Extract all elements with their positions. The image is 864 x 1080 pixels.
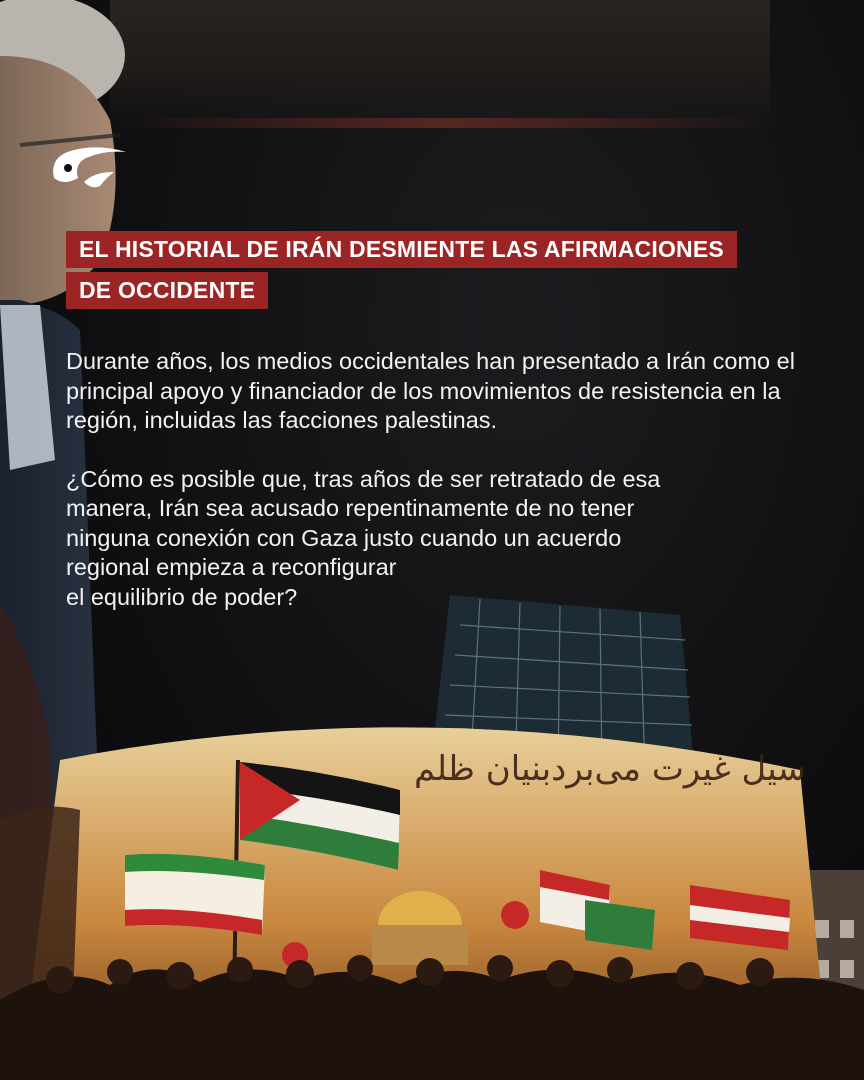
paragraph-2-line: ¿Cómo es posible que, tras años de ser retratado de esa [66, 465, 661, 492]
background-stripe [120, 118, 770, 128]
mural-scene [0, 700, 864, 1080]
headline [66, 231, 737, 309]
background-wall [110, 0, 770, 130]
body-text [66, 347, 806, 612]
al-mayadeen-logo-icon [44, 138, 132, 196]
paragraph-1: Durante años, los medios occidentales han presentado a Irán como el principal apoyo y financiador de los movimientos de resistencia en la región, incluidas las facciones palestinas. [66, 348, 795, 433]
headline-line-1: EL HISTORIAL DE IRÁN DESMIENTE LAS AFIRMACIONES [66, 231, 737, 268]
iran-flag [125, 854, 265, 935]
paragraph-2-line: el equilibrio de poder? [66, 583, 298, 610]
paragraph-2-line: manera, Irán sea acusado repentinamente de no tener [66, 495, 635, 521]
paragraph-2-line: regional empieza a reconfigurar [66, 554, 397, 580]
headline-line-2: DE OCCIDENTE [66, 272, 268, 309]
paragraph-2-line: ninguna conexión con Gaza justo cuando un acuerdo [66, 524, 622, 551]
paragraph-2 [66, 465, 806, 613]
mural-banner-text: سیل غیرت می‌بردبنیان ظلم [414, 749, 806, 789]
